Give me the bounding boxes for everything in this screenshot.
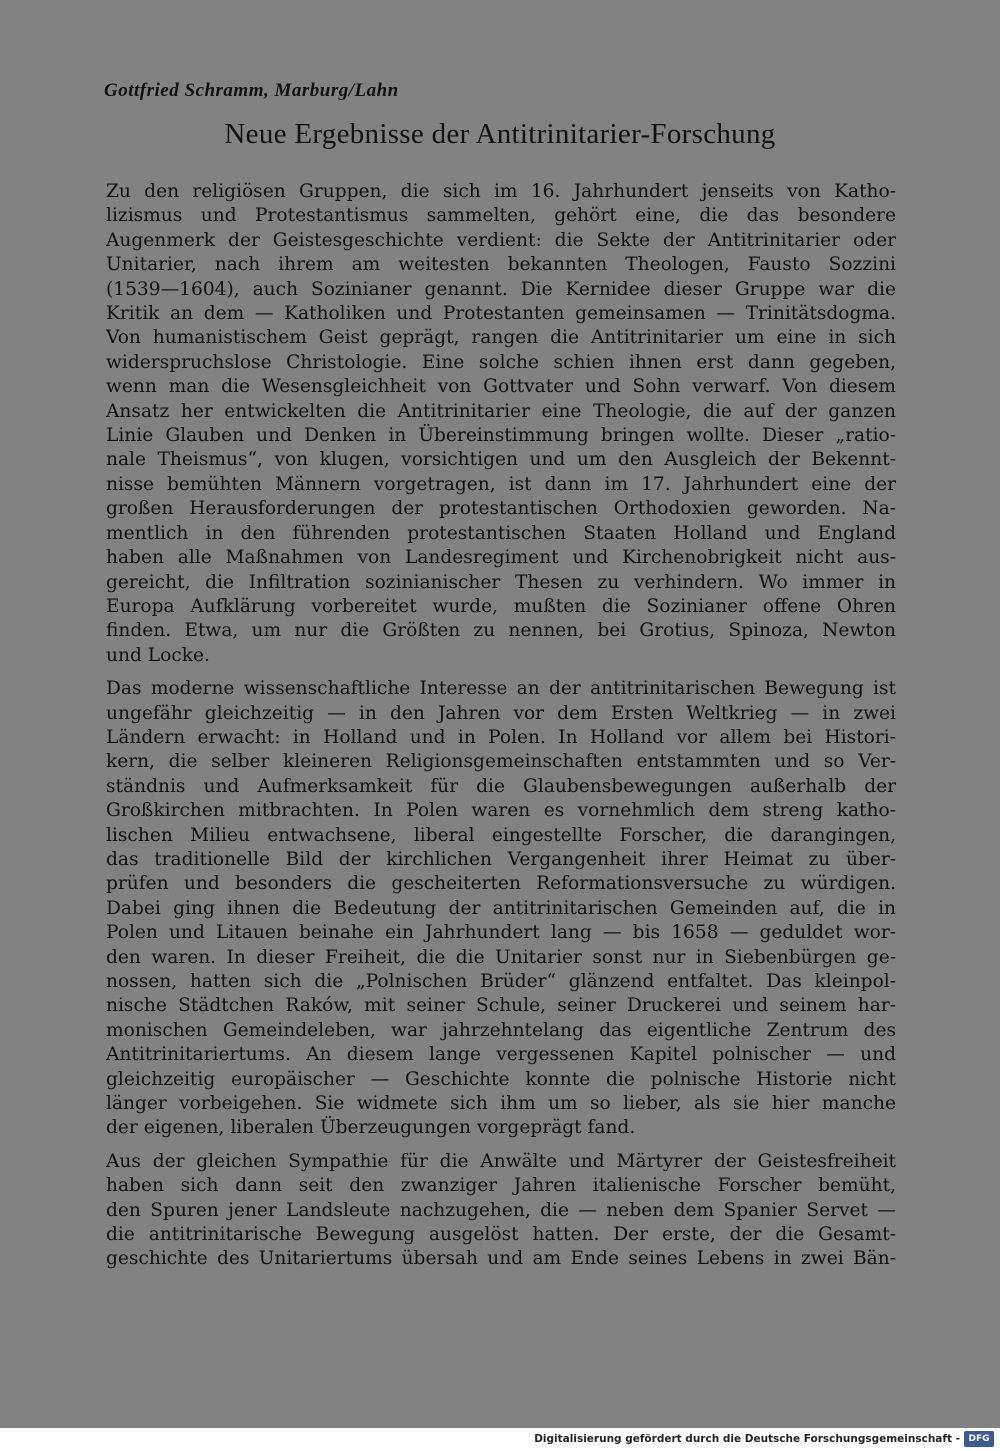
text-line: Polen und Litauen beinahe ein Jahrhundert lang — bis 1658 — geduldet wor- <box>106 922 896 944</box>
text-line: und Locke. <box>106 644 210 666</box>
text-line: Von humanistischem Geist geprägt, rangen die Antitrinitarier um eine in sich <box>106 327 896 349</box>
text-line: gleichzeitig europäischer — Geschichte konnte die polnische Historie nicht <box>106 1068 896 1090</box>
dfg-logo-icon: DFG <box>964 1431 994 1447</box>
text-line: mentlich in den führenden protestantischen Staaten Holland und England <box>106 522 896 544</box>
article-body <box>106 180 896 1281</box>
text-line: geschichte des Unitariertums übersah und am Ende seines Lebens in zwei Bän- <box>106 1248 896 1270</box>
text-line: gereicht, die Infiltration sozinianischer Thesen zu verhindern. Wo immer in <box>106 571 896 593</box>
text-line: Augenmerk der Geistesgeschichte verdient: die Sekte der Antitrinitarier oder <box>106 229 896 251</box>
text-line: kern, die selber kleineren Religionsgemeinschaften entstammten und so Ver- <box>106 751 896 773</box>
text-line: großen Herausforderungen der protestantischen Orthodoxien geworden. Na- <box>106 498 896 520</box>
author-line: Gottfried Schramm, Marburg/Lahn <box>104 80 399 101</box>
text-line: Zu den religiösen Gruppen, die sich im 16. Jahrhundert jenseits von Katho- <box>106 181 896 202</box>
text-line: Ländern erwacht: in Holland und in Polen. In Holland vor allem bei Histori- <box>106 726 896 748</box>
text-line: den Spuren jener Landsleute nachzugehen, die — neben dem Spanier Servet — <box>106 1199 896 1221</box>
paragraph <box>106 180 896 668</box>
text-line: ständnis und Aufmerksamkeit für die Glaubensbewegungen außerhalb der <box>106 775 896 797</box>
text-line: nale Theismus“, von klugen, vorsichtigen und um den Ausgleich der Bekennt- <box>106 449 896 471</box>
text-line: das traditionelle Bild der kirchlichen Vergangenheit ihrer Heimat zu über- <box>106 848 896 870</box>
text-line: lischen Milieu entwachsene, liberal eingestellte Forscher, die darangingen, <box>106 824 896 846</box>
text-line: länger vorbeigehen. Sie widmete sich ihm um so lieber, als sie hier manche <box>106 1093 896 1115</box>
text-line: Kritik an dem — Katholiken und Protestanten gemeinsamen — Trinitätsdogma. <box>106 303 896 325</box>
text-line: widerspruchslose Christologie. Eine solche schien ihnen erst dann gegeben, <box>106 351 896 373</box>
text-line: Dabei ging ihnen die Bedeutung der antitrinitarischen Gemeinden auf, die in <box>106 897 896 919</box>
text-line: die antitrinitarische Bewegung ausgelöst hatten. Der erste, der die Gesamt- <box>106 1224 896 1246</box>
text-line: nossen, hatten sich die „Polnischen Brüder“ glänzend entfaltet. Das kleinpol- <box>106 971 896 992</box>
text-line: Unitarier, nach ihrem am weitesten bekannten Theologen, Fausto Sozzini <box>106 254 896 276</box>
text-line: der eigenen, liberalen Überzeugungen vorgeprägt fand. <box>106 1117 636 1139</box>
text-line: nische Städtchen Raków, mit seiner Schule, seiner Druckerei und seinem har- <box>106 995 896 1017</box>
text-line: wenn man die Wesensgleichheit von Gottvater und Sohn verwarf. Von diesem <box>106 376 896 398</box>
text-line: Linie Glauben und Denken in Übereinstimmung bringen wollte. Dieser „ratio- <box>106 425 896 447</box>
text-line: Das moderne wissenschaftliche Interesse an der antitrinitarischen Bewegung ist <box>106 678 896 700</box>
text-line: ungefähr gleichzeitig — in den Jahren vor dem Ersten Weltkrieg — in zwei <box>106 702 896 724</box>
text-line: monischen Gemeindeleben, war jahrzehntelang das eigentliche Zentrum des <box>106 1019 896 1041</box>
text-line: haben sich dann seit den zwanziger Jahren italienische Forscher bemüht, <box>106 1175 896 1197</box>
text-line: Aus der gleichen Sympathie für die Anwälte und Märtyrer der Geistesfreiheit <box>106 1150 896 1172</box>
text-line: finden. Etwa, um nur die Größten zu nennen, bei Grotius, Spinoza, Newton <box>106 620 896 642</box>
footer-bar <box>0 1428 1000 1451</box>
text-line: Großkirchen mitbrachten. In Polen waren es vornehmlich dem streng katho- <box>106 800 896 822</box>
text-line: prüfen und besonders die gescheiterten Reformationsversuche zu würdigen. <box>106 873 896 895</box>
text-line: Europa Aufklärung vorbereitet wurde, mußten die Sozinianer offene Ohren <box>106 595 896 617</box>
text-line: nisse bemühten Männern vorgetragen, ist dann im 17. Jahrhundert eine der <box>106 473 896 495</box>
text-line: (1539—1604), auch Sozinianer genannt. Die Kernidee dieser Gruppe war die <box>106 278 896 300</box>
text-line: lizismus und Protestantismus sammelten, gehört eine, die das besondere <box>106 205 896 227</box>
footer-funding-note: Digitalisierung gefördert durch die Deutsche Forschungsgemeinschaft - <box>534 1433 960 1445</box>
paragraph <box>106 1150 896 1272</box>
article-title: Neue Ergebnisse der Antitrinitarier-Forschung <box>224 118 776 150</box>
paragraph <box>106 677 896 1141</box>
text-line: Ansatz her entwickelten die Antitrinitarier eine Theologie, die auf der ganzen <box>106 400 896 422</box>
text-line: den waren. In dieser Freiheit, die die Unitarier sonst nur in Siebenbürgen ge- <box>106 946 896 968</box>
text-line: haben alle Maßnahmen von Landesregiment und Kirchenobrigkeit nicht aus- <box>106 547 896 569</box>
text-line: Antitrinitariertums. An diesem lange vergessenen Kapitel polnischer — und <box>106 1044 896 1066</box>
